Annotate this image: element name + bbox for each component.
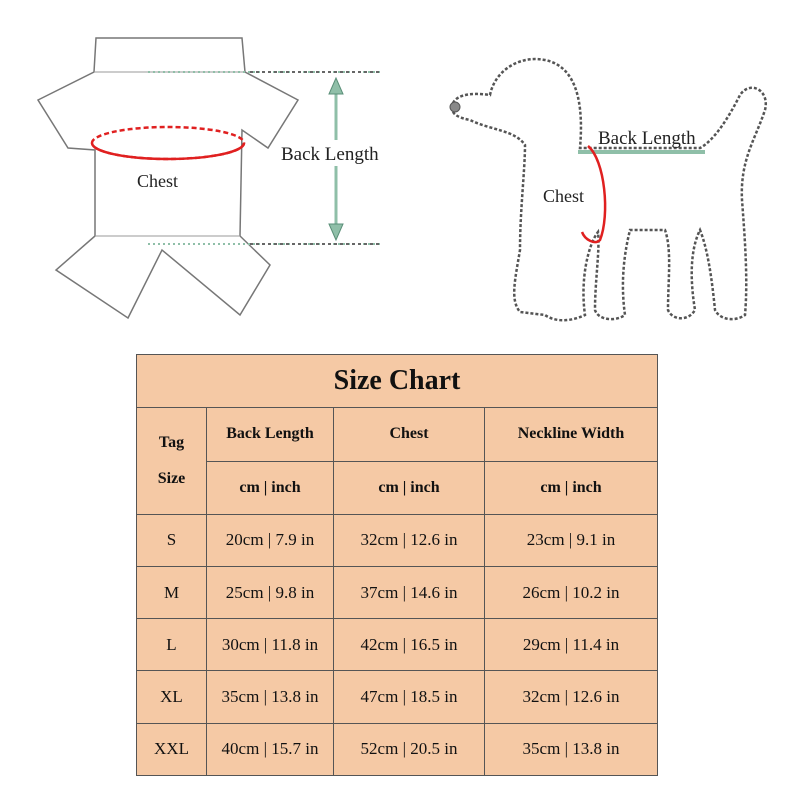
col-header-chest: Chest bbox=[334, 408, 485, 461]
table-row bbox=[137, 723, 658, 775]
unit-header-neckline-width: cm | inch bbox=[485, 461, 658, 514]
garment-chest-label: Chest bbox=[137, 171, 179, 191]
back-length-cell: 20cm | 7.9 in bbox=[207, 514, 334, 566]
garment-diagram bbox=[38, 38, 394, 318]
col-header-back-length: Back Length bbox=[207, 408, 334, 461]
tag-size-header bbox=[137, 408, 207, 515]
back-length-cell: 30cm | 11.8 in bbox=[207, 619, 334, 671]
size-cell: XXL bbox=[137, 723, 207, 775]
size-chart-table bbox=[136, 354, 658, 776]
size-cell: M bbox=[137, 566, 207, 618]
dog-nose bbox=[450, 102, 460, 112]
neckline-cell: 23cm | 9.1 in bbox=[485, 514, 658, 566]
dog-chest-label: Chest bbox=[543, 186, 585, 206]
chest-cell: 32cm | 12.6 in bbox=[334, 514, 485, 566]
garment-back-length-label: Back Length bbox=[281, 144, 379, 165]
table-title: Size Chart bbox=[137, 355, 658, 408]
table-row bbox=[137, 566, 658, 618]
neckline-cell: 26cm | 10.2 in bbox=[485, 566, 658, 618]
dog-diagram bbox=[450, 59, 766, 320]
tag-header-line1: Tag bbox=[158, 434, 185, 451]
size-cell: S bbox=[137, 514, 207, 566]
neckline-cell: 35cm | 13.8 in bbox=[485, 723, 658, 775]
back-length-cell: 40cm | 15.7 in bbox=[207, 723, 334, 775]
size-cell: XL bbox=[137, 671, 207, 723]
unit-header-back-length: cm | inch bbox=[207, 461, 334, 514]
tag-header-line2: Size bbox=[157, 470, 186, 487]
chest-cell: 52cm | 20.5 in bbox=[334, 723, 485, 775]
size-cell: L bbox=[137, 619, 207, 671]
back-length-cell: 25cm | 9.8 in bbox=[207, 566, 334, 618]
dog-back-length-label: Back Length bbox=[598, 128, 696, 149]
table-row bbox=[137, 514, 658, 566]
back-length-cell: 35cm | 13.8 in bbox=[207, 671, 334, 723]
neckline-cell: 29cm | 11.4 in bbox=[485, 619, 658, 671]
unit-header-chest: cm | inch bbox=[334, 461, 485, 514]
chest-cell: 37cm | 14.6 in bbox=[334, 566, 485, 618]
neckline-cell: 32cm | 12.6 in bbox=[485, 671, 658, 723]
dog-outline bbox=[452, 59, 766, 320]
measurement-diagrams bbox=[0, 0, 800, 340]
chest-cell: 47cm | 18.5 in bbox=[334, 671, 485, 723]
col-header-neckline-width: Neckline Width bbox=[485, 408, 658, 461]
chest-cell: 42cm | 16.5 in bbox=[334, 619, 485, 671]
table-row bbox=[137, 619, 658, 671]
table-row bbox=[137, 671, 658, 723]
